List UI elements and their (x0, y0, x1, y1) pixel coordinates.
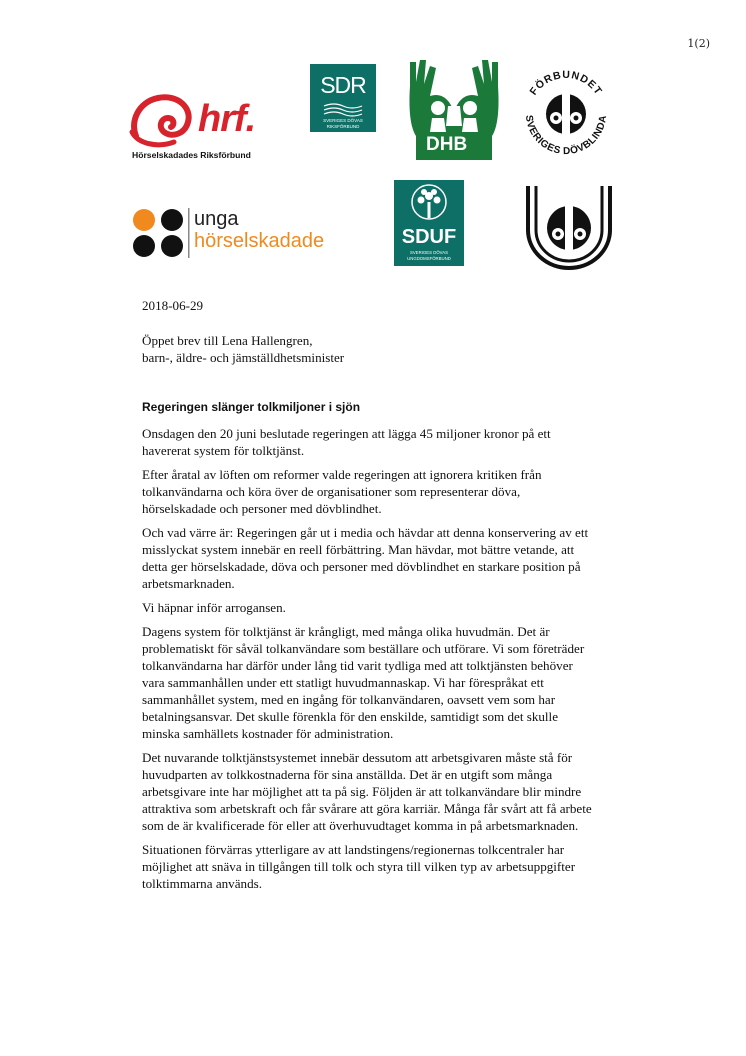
unga-dots-icon (130, 206, 190, 260)
paragraph-line: Vi häpnar inför arrogansen. (142, 600, 286, 615)
letter-recipient (142, 332, 642, 366)
paragraph-line: minska samhällets kostnader för administration. (142, 726, 394, 741)
paragraph-3 (142, 524, 642, 592)
letter-body (142, 297, 642, 899)
paragraph-line: hörselskadade och personer med dövblindhet. (142, 501, 382, 516)
dhb-logo (406, 56, 502, 160)
paragraph-line: sammanhållet system, med en ingång för tolkanvändaren, oavsett vem som har (142, 692, 556, 707)
paragraph-line: tolkanvändarna har därför under lång tid varit tydliga med att tolktjänsten behöver (142, 658, 573, 673)
paragraph-line: havererat system för tolktjänst. (142, 443, 305, 458)
hrf-swirl-icon (128, 92, 198, 148)
paragraph-line: Situationen förvärras ytterligare av att landstingens/regionernas tolkcentraler har (142, 842, 565, 857)
recipient-line-1: Öppet brev till Lena Hallengren, (142, 333, 313, 348)
paragraph-line: betalningsansvar. Det skulle förenkla för den enskilde, samtidigt som det skulle (142, 709, 559, 724)
paragraph-line: huvudparten av tolkkostnaderna för sina anställda. Det är en utgift som många (142, 767, 553, 782)
paragraph-line: misslyckat system innebär en reell förbättring. Man hävdar, mot bättre vetande, att (142, 542, 575, 557)
paragraph-7 (142, 841, 642, 892)
paragraph-line: Dagens system för tolktjänst är krångligt, med många olika huvudmän. Det är (142, 624, 550, 639)
hrf-wordmark: hrf. (198, 98, 256, 140)
paragraph-6 (142, 749, 642, 834)
fsdb-ring-bottom: SVERIGES DÖVBLINDA (522, 114, 610, 158)
paragraph-line: vara sammanhållen under ett statligt huvudmannaskap. Vi har förespråkat ett (142, 675, 544, 690)
sduf-line1: SVERIGES DÖVAS (410, 250, 448, 255)
paragraph-line: tolkanvändarna och köra över de organisationer som representerar döva, (142, 484, 521, 499)
hrf-logo (128, 92, 273, 164)
sduf-logo (394, 180, 464, 266)
hrf-subtitle: Hörselskadades Riksförbund (132, 150, 251, 160)
paragraph-1 (142, 425, 642, 459)
paragraph-line: som de är kvalificerade för eller att överhuvudtaget komma in på arbetsmarknaden. (142, 818, 579, 833)
paragraph-line: Onsdagen den 20 juni beslutade regeringen att lägga 45 miljoner kronor på ett (142, 426, 551, 441)
fsdb-logo (514, 62, 618, 166)
fsdb-ring-icon (514, 62, 618, 166)
sduf-tree-icon (394, 180, 464, 226)
sdr-logo (310, 64, 376, 132)
recipient-line-2: barn-, äldre- och jämställdhetsminister (142, 350, 345, 365)
letter-date: 2018-06-29 (142, 298, 204, 313)
sdr-line1: SVERIGES DÖVAS (323, 118, 363, 123)
paragraph-line: detta ger hörselskadade, döva och personer med dövblindhet en starkare position på (142, 559, 581, 574)
paragraph-line: arbetsgivare inte har möjlighet att ta på sig. Följden är att tolkanvändare blir mindre (142, 784, 582, 799)
u-emblem-logo (524, 184, 614, 270)
paragraph-5 (142, 623, 642, 742)
paragraph-line: attraktiva som arbetskraft och får svårare att göra karriär. Många får svårt att få arbete (142, 801, 592, 816)
paragraph-line: Och vad värre är: Regeringen går ut i media och hävdar att denna konservering av ett (142, 525, 589, 540)
fsdb-ring-top: FÖRBUNDET (527, 68, 605, 98)
sdr-letters: SDR (320, 72, 366, 98)
dhb-wordmark: DHB (426, 134, 468, 155)
paragraph-line: Det nuvarande tolktjänstsystemet innebär dessutom att arbetsgivaren måste stå för (142, 750, 573, 765)
paragraph-4 (142, 599, 642, 616)
sdr-waves-icon (310, 102, 376, 118)
sduf-line2: UNGDOMSFÖRBUND (407, 256, 451, 261)
paragraph-line: Efter åratal av löften om reformer valde regeringen att ignorera kritiken från (142, 467, 542, 482)
paragraph-2 (142, 466, 642, 517)
u-emblem-icon (524, 184, 614, 270)
sduf-wordmark: SDUF (401, 226, 457, 248)
paragraph-line: problematiskt för såväl tolkanvändare som beställare och utförare. Vi som företräder (142, 641, 585, 656)
unga-word2: hörselskadade (194, 230, 325, 252)
paragraph-line: tolktimmarna används. (142, 876, 262, 891)
letter-heading: Regeringen slänger tolkmiljoner i sjön (142, 400, 361, 414)
sdr-line2: RIKSFÖRBUND (326, 124, 360, 129)
paragraph-line: arbetsmarknaden. (142, 576, 235, 591)
paragraph-line: möjlighet att snäva in tillgången till tolk och styra till vilken typ av arbetsuppgifter (142, 859, 576, 874)
unga-word1: unga (194, 208, 239, 230)
unga-horselskadade-logo (130, 206, 350, 260)
page-number: 1(2) (687, 37, 710, 50)
